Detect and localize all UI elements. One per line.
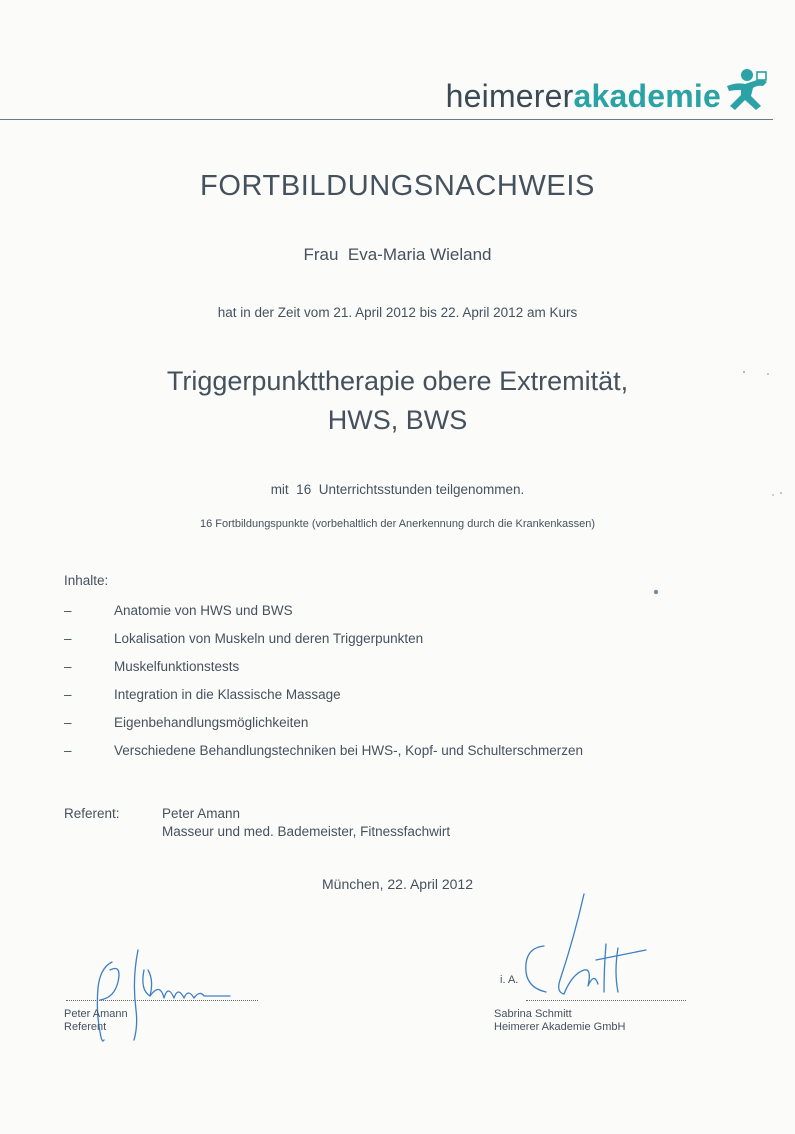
signer-left-role: Referent bbox=[64, 1021, 107, 1033]
course-title-line-1: Triggerpunkttherapie obere Extremität, bbox=[166, 366, 629, 396]
signer-right-name: Sabrina Schmitt bbox=[494, 1008, 572, 1020]
list-item-text: Muskelfunktionstests bbox=[114, 659, 240, 674]
signature-line-left bbox=[66, 1000, 258, 1001]
header-divider bbox=[0, 119, 773, 120]
logo-text-bold: akademie bbox=[573, 78, 721, 114]
contents-label: Inhalte: bbox=[64, 573, 109, 588]
referent-title: Masseur und med. Bademeister, Fitnessfachwirt bbox=[162, 824, 451, 839]
list-dash: – bbox=[64, 631, 72, 646]
list-item-text: Lokalisation von Muskeln und deren Triggerpunkten bbox=[114, 631, 424, 646]
list-dash: – bbox=[64, 687, 72, 702]
list-dash: – bbox=[64, 715, 72, 730]
signature-left-icon bbox=[70, 940, 240, 1050]
training-points: 16 Fortbildungspunkte (vorbehaltlich der Anerkennung durch die Krankenkassen) bbox=[199, 518, 596, 530]
list-dash: – bbox=[64, 659, 72, 674]
place-and-date: München, 22. April 2012 bbox=[322, 876, 473, 892]
course-period: hat in der Zeit vom 21. April 2012 bis 22. April 2012 am Kurs bbox=[217, 305, 578, 320]
certificate-title: FORTBILDUNGSNACHWEIS bbox=[200, 170, 595, 202]
signature-right-icon bbox=[500, 888, 650, 1008]
jumping-figure-logo-mark-icon bbox=[723, 66, 771, 114]
list-item-text: Verschiedene Behandlungstechniken bei HWS-, Kopf- und Schulterschmerzen bbox=[114, 743, 584, 758]
referent-label: Referent: bbox=[64, 806, 120, 821]
signature-line-right bbox=[526, 1000, 686, 1001]
list-item-text: Anatomie von HWS und BWS bbox=[114, 603, 293, 618]
list-dash: – bbox=[64, 603, 72, 618]
signer-right-role: Heimerer Akademie GmbH bbox=[494, 1021, 626, 1033]
signature-prefix: i. A. bbox=[500, 974, 519, 986]
list-item-text: Eigenbehandlungsmöglichkeiten bbox=[114, 715, 309, 730]
list-dash: – bbox=[64, 743, 72, 758]
course-title-line-2: HWS, BWS bbox=[327, 405, 468, 435]
referent-name: Peter Amann bbox=[162, 806, 241, 821]
teaching-hours: mit 16 Unterrichtsstunden teilgenommen. bbox=[270, 482, 525, 497]
list-item-text: Integration in die Klassische Massage bbox=[114, 687, 341, 702]
signer-left-name: Peter Amann bbox=[64, 1008, 128, 1020]
logo-wordmark bbox=[446, 80, 721, 112]
recipient-name: Frau Eva-Maria Wieland bbox=[303, 245, 492, 264]
company-logo bbox=[446, 62, 771, 112]
logo-text-regular: heimerer bbox=[445, 78, 574, 114]
